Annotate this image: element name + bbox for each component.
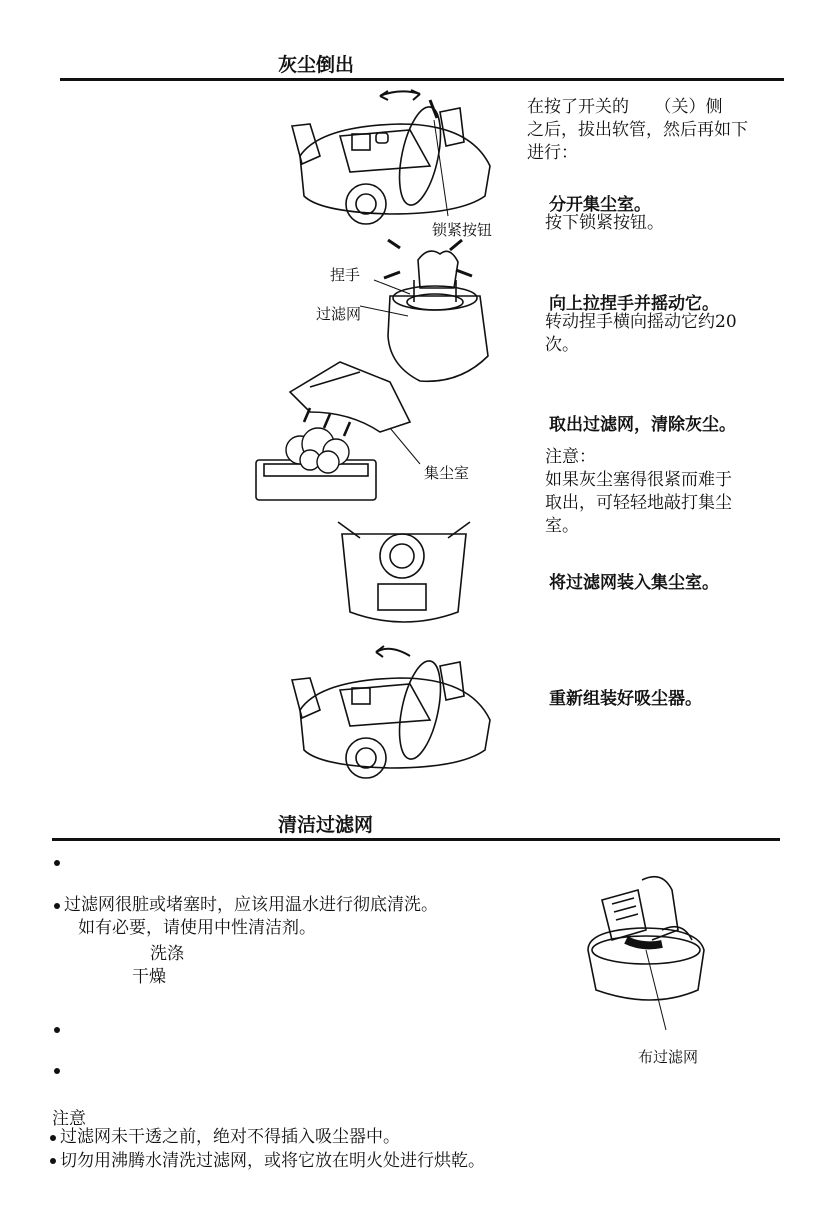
sub-label-dry: 干燥 — [132, 967, 166, 987]
section-rule-1 — [60, 78, 784, 81]
bullet-3 — [54, 1027, 60, 1033]
section-rule-2 — [52, 838, 780, 841]
note-bullet-2 — [50, 1158, 56, 1164]
step-3-title: 取出过滤网，清除灰尘。 — [549, 415, 736, 435]
notes-title: 注意 — [52, 1109, 86, 1129]
note-heading: 注意： — [545, 447, 596, 467]
step-2-desc-line-2: 次。 — [545, 335, 579, 355]
section-title-filter-cleaning: 清洁过滤网 — [278, 814, 374, 836]
note-text-1: 过滤网未干透之前，绝对不得插入吸尘器中。 — [60, 1127, 400, 1147]
intro-line-1: 在按了开关的 （关）侧 — [527, 97, 723, 117]
label-lock-button: 锁紧按钮 — [432, 221, 493, 239]
step-2-title: 向上拉捏手并摇动它。 — [549, 294, 719, 314]
note-text-2: 切勿用沸腾水清洗过滤网，或将它放在明火处进行烘乾。 — [60, 1151, 485, 1171]
bullet-2-line-1: 过滤网很脏或堵塞时，应该用温水进行彻底清洗。 — [64, 895, 438, 915]
step-5-title: 重新组装好吸尘器。 — [549, 689, 702, 709]
bullet-1 — [54, 860, 60, 866]
step-2-desc-line-1: 转动捏手横向摇动它约20 — [545, 312, 737, 332]
note-bullet-1 — [50, 1135, 56, 1141]
step-1-title: 分开集尘室。 — [549, 195, 651, 215]
illustration-dust-dump — [250, 352, 430, 502]
label-filter: 过滤网 — [316, 305, 362, 323]
step-1-desc: 按下锁紧按钮。 — [545, 213, 664, 233]
illustration-vacuum-open — [280, 86, 510, 226]
bullet-4 — [54, 1068, 60, 1074]
step-4-title: 将过滤网装入集尘室。 — [549, 573, 719, 593]
bullet-2-line-2: 如有必要，请使用中性清洁剂。 — [78, 918, 316, 938]
intro-line-3: 进行： — [527, 143, 578, 163]
intro-text — [527, 96, 748, 165]
dust-note — [545, 446, 732, 538]
step-2-desc — [545, 311, 737, 357]
illustration-reassemble — [280, 640, 510, 780]
note-line-3: 室。 — [545, 516, 579, 536]
intro-line-2: 之后，拔出软管，然后再如下 — [527, 120, 748, 140]
sub-label-wash: 洗涤 — [150, 944, 184, 964]
section-title-dust: 灰尘倒出 — [278, 54, 355, 76]
bullet-2-text — [64, 894, 438, 940]
illustration-cloth-filter-wash — [582, 870, 722, 1020]
illustration-filter-insert — [334, 514, 474, 634]
label-handle: 捏手 — [330, 266, 361, 284]
label-dust-chamber: 集尘室 — [424, 464, 470, 482]
label-cloth-filter: 布过滤网 — [638, 1048, 699, 1066]
note-line-1: 如果灰尘塞得很紧而难于 — [545, 470, 732, 490]
note-line-2: 取出，可轻轻地敲打集尘 — [545, 493, 732, 513]
bullet-2 — [54, 903, 60, 909]
